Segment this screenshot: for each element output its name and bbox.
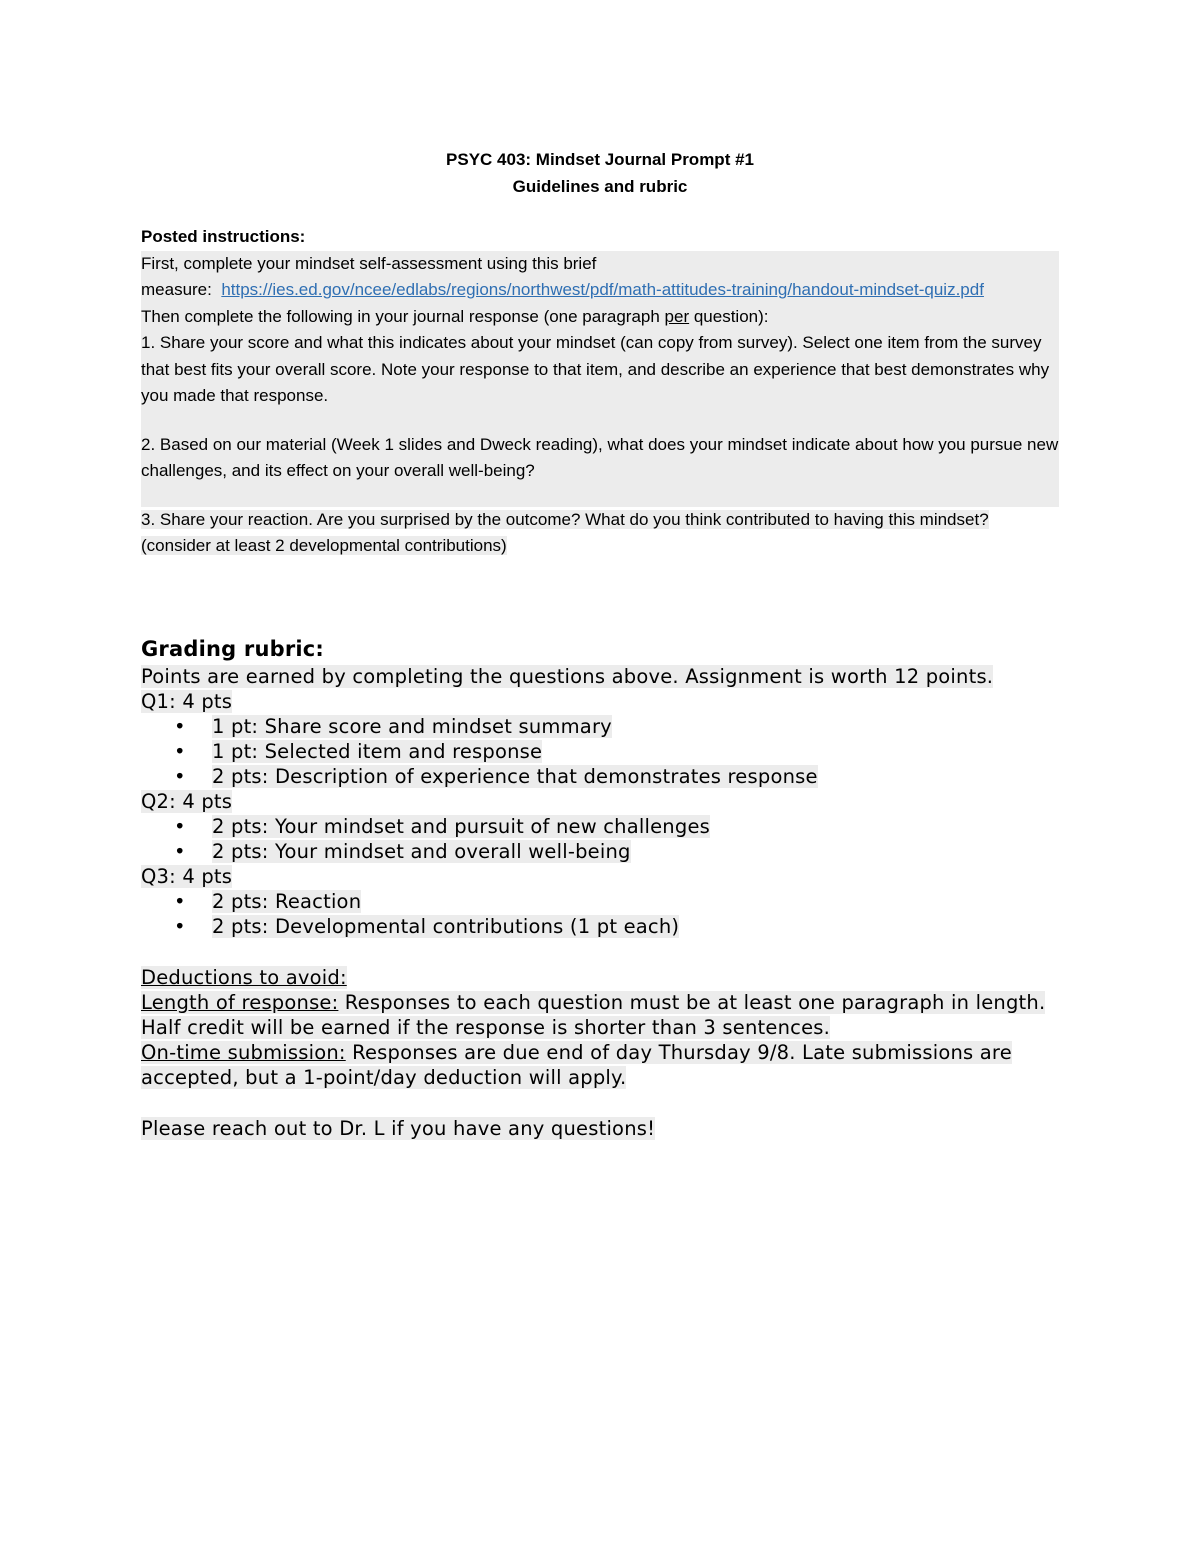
list-item-text: 2 pts: Your mindset and overall well-being (212, 840, 631, 863)
rubric-intro (141, 664, 1059, 689)
deductions-heading (141, 965, 1059, 990)
title-block (141, 146, 1059, 200)
list-item (141, 889, 1059, 914)
spacer (141, 939, 1059, 965)
spacer (141, 1090, 1059, 1116)
bullet-icon: • (174, 815, 186, 838)
question-3-text: 3. Share your reaction. Are you surprised by the outcome? What do you think contributed to having this mindset? (consider at least 2 developmental contributions) (141, 509, 989, 555)
spacer (141, 485, 1059, 507)
deduction-length (141, 990, 1059, 1040)
quiz-link[interactable]: https://ies.ed.gov/ncee/edlabs/regions/northwest/pdf/math-attitudes-training/handout-mindset-quiz.pdf (221, 280, 984, 299)
bullet-icon: • (174, 715, 186, 738)
rubric-q1-label (141, 689, 1059, 714)
closing-text: Please reach out to Dr. L if you have any questions! (141, 1117, 656, 1140)
ontime-label: On-time submission: (141, 1041, 346, 1064)
instructions-measure (141, 277, 1059, 304)
bullet-icon: • (174, 890, 186, 913)
q1-label-text: Q1: 4 pts (141, 690, 233, 713)
rubric-section (141, 634, 1059, 1141)
instructions-box (141, 251, 1059, 507)
list-item (141, 714, 1059, 739)
list-item-text: 2 pts: Developmental contributions (1 pt each) (212, 915, 680, 938)
list-item-text: 1 pt: Share score and mindset summary (212, 715, 612, 738)
then-text-a: Then complete the following in your journal response (one paragraph (141, 306, 665, 326)
instructions-then (141, 304, 1059, 331)
bullet-icon: • (174, 765, 186, 788)
length-text: Responses to each question must be at least one paragraph in length. Half credit will be earned if the response is shorter than 3 sentences. (141, 991, 1046, 1039)
question-3 (141, 507, 1059, 560)
instructions-heading: Posted instructions: (141, 227, 306, 246)
deductions-heading-text: Deductions to avoid: (141, 966, 347, 989)
rubric-q2-list (141, 814, 1059, 864)
q3-label-text: Q3: 4 pts (141, 865, 233, 888)
rubric-q3-label (141, 864, 1059, 889)
instructions-section (141, 224, 1059, 560)
list-item-text: 2 pts: Description of experience that demonstrates response (212, 765, 818, 788)
rubric-heading: Grading rubric: (141, 637, 325, 661)
list-item (141, 739, 1059, 764)
list-item (141, 914, 1059, 939)
list-item (141, 839, 1059, 864)
then-per: per (664, 306, 690, 326)
list-item-text: 1 pt: Selected item and response (212, 740, 543, 763)
q2-label-text: Q2: 4 pts (141, 790, 233, 813)
page-title: PSYC 403: Mindset Journal Prompt #1 (446, 150, 754, 169)
then-text-b: question): (689, 306, 769, 326)
question-1: 1. Share your score and what this indicates about your mindset (can copy from survey). Select one item from the survey that best fits your overall score. Note your response to that item, and describe an experience that best demonstrates why you made that response. (141, 333, 1050, 405)
list-item (141, 814, 1059, 839)
list-item (141, 764, 1059, 789)
ontime-text: Responses are due end of day Thursday 9/8. Late submissions are accepted, but a 1-point/day deduction will apply. (141, 1041, 1012, 1089)
page-subtitle: Guidelines and rubric (512, 177, 688, 196)
rubric-q2-label (141, 789, 1059, 814)
closing-line (141, 1116, 1059, 1141)
rubric-q3-list (141, 889, 1059, 939)
question-2: 2. Based on our material (Week 1 slides and Dweck reading), what does your mindset indicate about how you pursue new challenges, and its effect on your overall well-being? (141, 434, 1059, 480)
instructions-line1: First, complete your mindset self-assessment using this brief (141, 253, 597, 273)
measure-label: measure: (141, 280, 212, 299)
length-label: Length of response: (141, 991, 339, 1014)
deduction-ontime (141, 1040, 1059, 1090)
rubric-q1-list (141, 714, 1059, 789)
bullet-icon: • (174, 740, 186, 763)
list-item-text: 2 pts: Your mindset and pursuit of new challenges (212, 815, 711, 838)
rubric-intro-text: Points are earned by completing the questions above. Assignment is worth 12 points. (141, 665, 994, 688)
bullet-icon: • (174, 915, 186, 938)
list-item-text: 2 pts: Reaction (212, 890, 362, 913)
bullet-icon: • (174, 840, 186, 863)
spacer (141, 410, 1059, 432)
